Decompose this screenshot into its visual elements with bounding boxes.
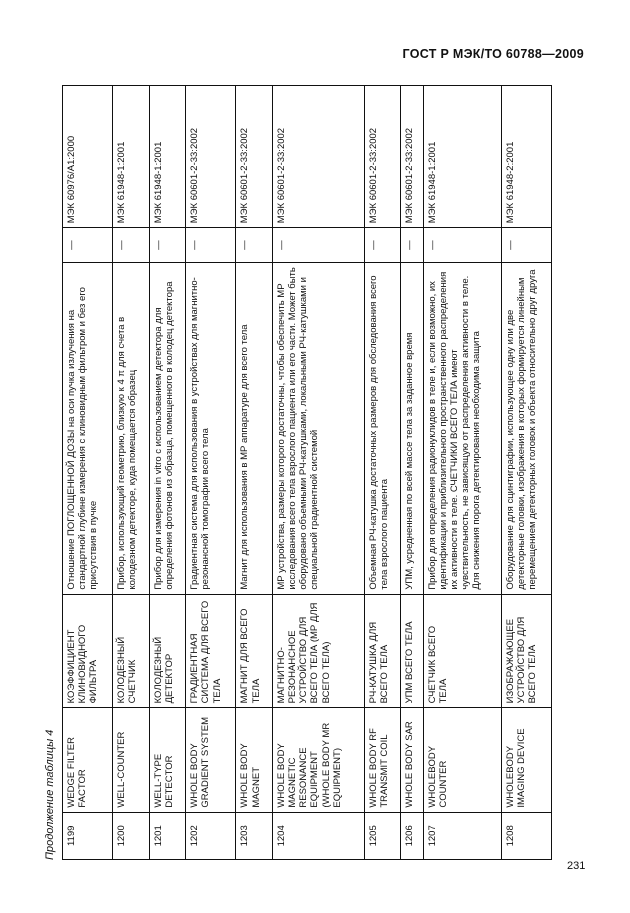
note-mark-cell: — (423, 228, 501, 263)
table-row (236, 86, 272, 860)
document-header: ГОСТ Р МЭК/ТО 60788—2009 (402, 47, 584, 61)
definitions-table-rotated (62, 85, 552, 860)
source-reference-cell: МЭК 61948-1:2001 (423, 86, 501, 228)
note-mark-cell: — (401, 228, 424, 263)
term-number-cell: 1207 (423, 812, 501, 859)
source-reference-cell: МЭК 60601-2-33:2002 (272, 86, 364, 228)
english-term-cell: WEDGE FILTER FACTOR (63, 708, 113, 812)
term-number-cell: 1204 (272, 812, 364, 859)
table-row (149, 86, 185, 860)
russian-term-cell: МАГНИТ ДЛЯ ВСЕГО ТЕЛА (236, 594, 272, 708)
english-term-cell: WHOLE BODY MAGNETIC RESONANCE EQUIPMENT (WHOLE BODY MR EQUIPMENT) (272, 708, 364, 812)
definition-cell: Оборудование для сцинтиграфии, использующее одну или две детекторные головки, изображения в которых формируется линейным перемещением детекторных головок и объекта относительно друг друга (501, 262, 551, 594)
note-mark-cell: — (364, 228, 400, 263)
note-mark-cell: — (501, 228, 551, 263)
russian-term-cell: УПМ ВСЕГО ТЕЛА (401, 594, 424, 708)
russian-term-cell: КОЛОДЕЗНЫЙ ДЕТЕКТОР (149, 594, 185, 708)
term-number-cell: 1199 (63, 812, 113, 859)
note-mark-cell: — (272, 228, 364, 263)
russian-term-cell: КОЭФФИЦИЕНТ КЛИНОВИДНОГО ФИЛЬТРА (63, 594, 113, 708)
russian-term-cell: РЧ-КАТУШКА ДЛЯ ВСЕГО ТЕЛА (364, 594, 400, 708)
table-row (364, 86, 400, 860)
definition-cell: МР устройства, размеры которого достаточны, чтобы обеспечить МР исследования всего тела взрослого пациента или его части. Может быть оборудовано объемными РЧ-катушками, локальными РЧ-катушками и специальной градиентной системой (272, 262, 364, 594)
definition-cell: Прибор, использующий геометрию, близкую к 4 π для счета в колодезном детекторе, куда помещается образец (113, 262, 149, 594)
term-number-cell: 1201 (149, 812, 185, 859)
term-number-cell: 1205 (364, 812, 400, 859)
definition-cell: Отношение ПОГЛОЩЕННОЙ ДОЗЫ на оси пучка излучения на стандартной глубине измерения с клиновидным фильтром и без его присутствия в пучке (63, 262, 113, 594)
source-reference-cell: МЭК 60601-2-33:2002 (236, 86, 272, 228)
russian-term-cell: МАГНИТНО-РЕЗОНАНСНОЕ УСТРОЙСТВО ДЛЯ ВСЕГО ТЕЛА (МР ДЛЯ ВСЕГО ТЕЛА) (272, 594, 364, 708)
note-mark-cell: — (113, 228, 149, 263)
source-reference-cell: МЭК 61948-1:2001 (149, 86, 185, 228)
note-mark-cell: — (149, 228, 185, 263)
definition-cell: Магнит для использования в МР аппаратуре для всего тела (236, 262, 272, 594)
term-number-cell: 1206 (401, 812, 424, 859)
source-reference-cell: МЭК 60601-2-33:2002 (186, 86, 236, 228)
term-number-cell: 1202 (186, 812, 236, 859)
source-reference-cell: МЭК 60601-2-33:2002 (364, 86, 400, 228)
russian-term-cell: СЧЕТЧИК ВСЕГО ТЕЛА (423, 594, 501, 708)
english-term-cell: WELL-TYPE DETECTOR (149, 708, 185, 812)
source-reference-cell: МЭК 60976/А1:2000 (63, 86, 113, 228)
russian-term-cell: КОЛОДЕЗНЫЙ СЧЕТЧИК (113, 594, 149, 708)
note-mark-cell: — (236, 228, 272, 263)
table-caption: Продолжение таблицы 4 (44, 729, 56, 860)
table-row (272, 86, 364, 860)
source-reference-cell: МЭК 61948-1:2001 (113, 86, 149, 228)
term-number-cell: 1208 (501, 812, 551, 859)
source-reference-cell: МЭК 61948-2:2001 (501, 86, 551, 228)
definition-cell: Градиентная система для использования в устройствах для магнитно-резонансной томографии всего тела (186, 262, 236, 594)
table-row (401, 86, 424, 860)
definition-cell: Прибор для определения радионуклидов в теле и, если возможно, их идентификации и приблизительного пространственного распределения их активности в теле. СЧЕТЧИКИ ВСЕГО ТЕЛА имеют чувствительность, не зависящую от распределения активности в теле. Для снижения порога детектирования необходима защита (423, 262, 501, 594)
definition-cell: Прибор для измерения in vitro с использованием детектора для определения фотонов из образца, помещенного в колодец детектора (149, 262, 185, 594)
english-term-cell: WHOLEBODY COUNTER (423, 708, 501, 812)
term-number-cell: 1200 (113, 812, 149, 859)
russian-term-cell: ГРАДИЕНТНАЯ СИСТЕМА ДЛЯ ВСЕГО ТЕЛА (186, 594, 236, 708)
page-number: 231 (567, 860, 586, 872)
table-row (501, 86, 551, 860)
table-row (423, 86, 501, 860)
table-row (186, 86, 236, 860)
english-term-cell: WHOLE BODY MAGNET (236, 708, 272, 812)
source-reference-cell: МЭК 60601-2-33:2002 (401, 86, 424, 228)
table-body (63, 86, 552, 860)
note-mark-cell: — (186, 228, 236, 263)
term-number-cell: 1203 (236, 812, 272, 859)
note-mark-cell: — (63, 228, 113, 263)
table-row (63, 86, 113, 860)
table-row (113, 86, 149, 860)
russian-term-cell: ИЗОБРАЖАЮЩЕЕ УСТРОЙСТВО ДЛЯ ВСЕГО ТЕЛА (501, 594, 551, 708)
definitions-table (62, 85, 552, 860)
english-term-cell: WHOLEBODY IMAGING DEVICE (501, 708, 551, 812)
english-term-cell: WHOLE BODY RF TRANSMIT COIL (364, 708, 400, 812)
definition-cell: УПМ, усредненная по всей массе тела за заданное время (401, 262, 424, 594)
english-term-cell: WHOLE BODY GRADIENT SYSTEM (186, 708, 236, 812)
english-term-cell: WELL-COUNTER (113, 708, 149, 812)
definition-cell: Объемная РЧ-катушка достаточных размеров для обследования всего тела взрослого пациента (364, 262, 400, 594)
english-term-cell: WHOLE BODY SAR (401, 708, 424, 812)
